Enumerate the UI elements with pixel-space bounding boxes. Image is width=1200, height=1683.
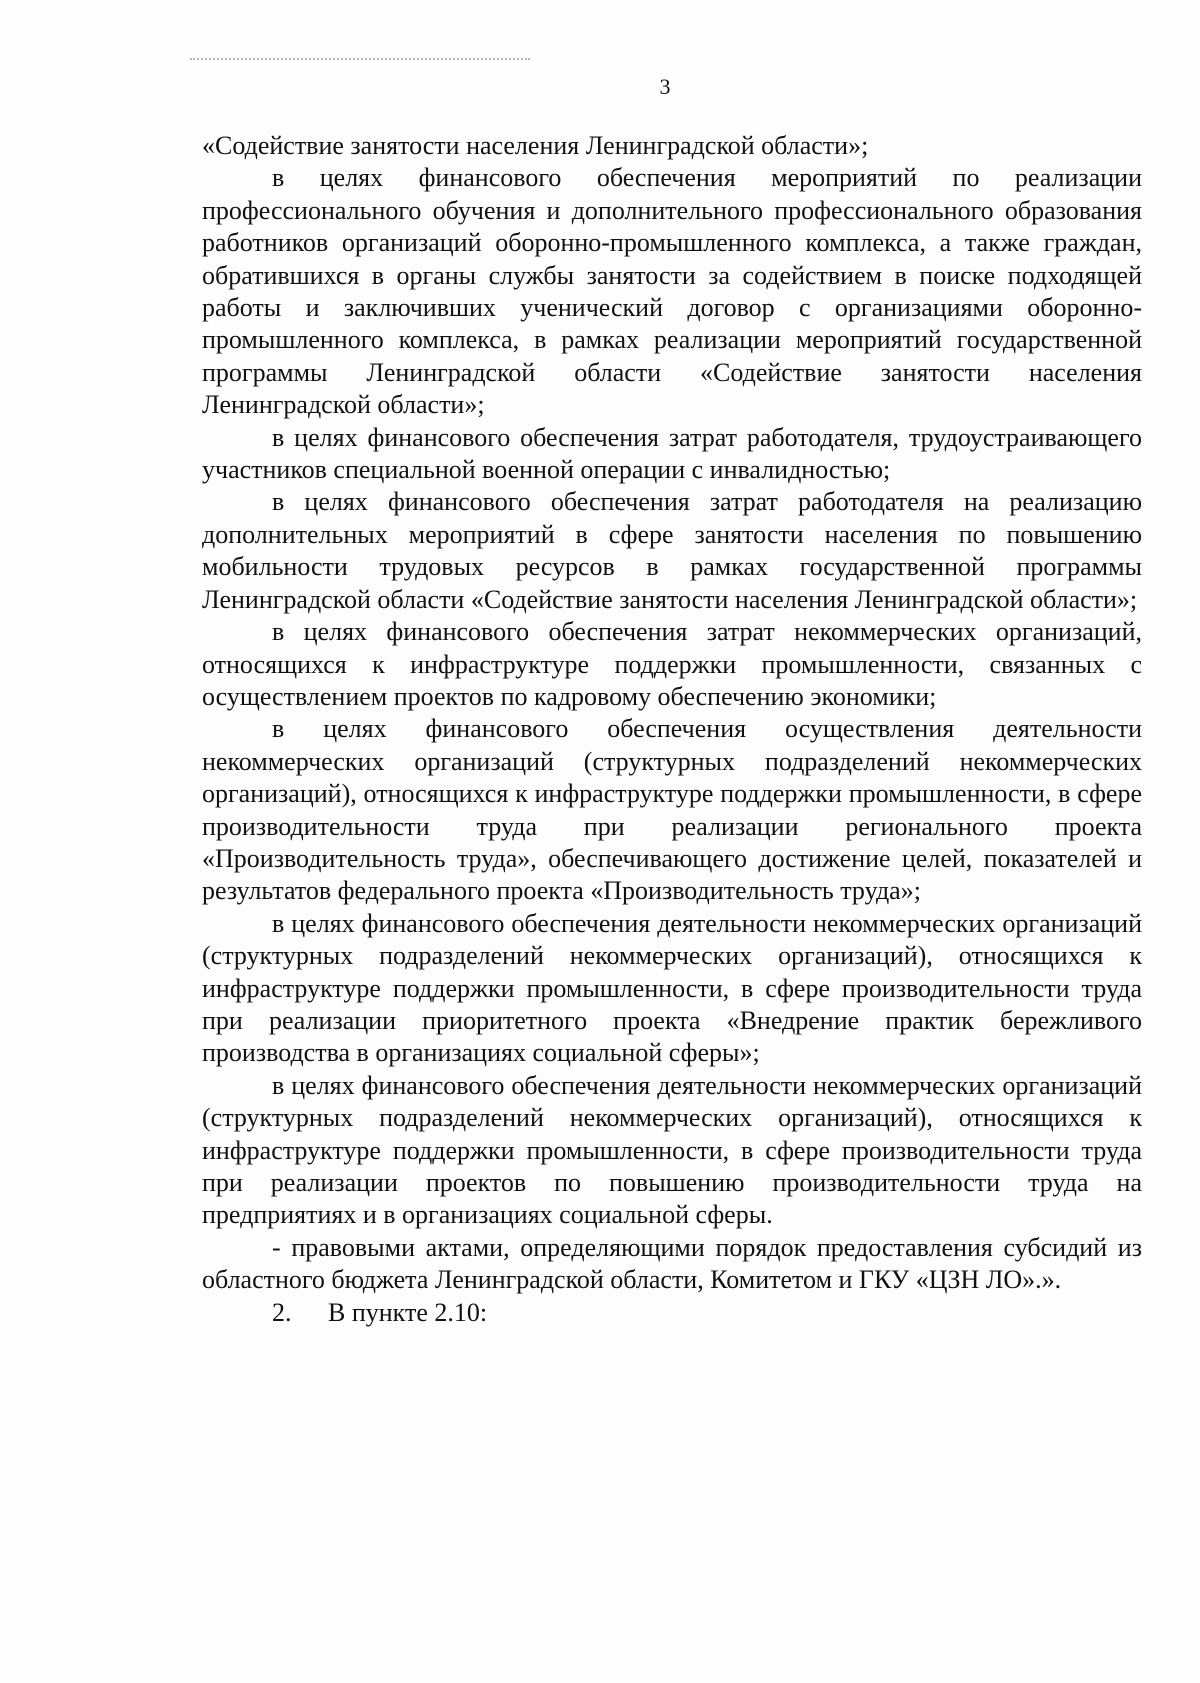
document-body	[202, 130, 1142, 1329]
numbered-item	[202, 1297, 1142, 1329]
paragraph-professional-training: в целях финансового обеспечения мероприятий по реализации профессионального обучения и дополнительного профессионального образования работников организаций оборонно-промышленного комплекса, а также граждан, обратившихся в органы службы занятости за содействием в поиске подходящей работы и заключивших ученический договор с организациями оборонно-промышленного комплекса, в рамках реализации мероприятий государственной программы Ленинградской области «Содействие занятости населения Ленинградской области»;	[202, 163, 1142, 420]
paragraph-legal-acts: - правовыми актами, определяющими порядок предоставления субсидий из областного бюджета Ленинградской области, Комитетом и ГКУ «ЦЗН ЛО».».	[202, 1232, 1142, 1295]
paragraph-continuation: «Содействие занятости населения Ленинградской области»;	[202, 131, 869, 160]
paragraph-svo-participants: в целях финансового обеспечения затрат работодателя, трудоустраивающего участников специальной военной операции с инвалидностью;	[202, 422, 1142, 485]
item-text: В пункте 2.10:	[328, 1297, 488, 1327]
paragraph-lean-production: в целях финансового обеспечения деятельности некоммерческих организаций (структурных подразделений некоммерческих организаций), относящихся к инфраструктуре поддержки промышленности, в сфере производительности труда при реализации приоритетного проекта «Внедрение практик бережливого производства в организациях социальной сферы»;	[202, 908, 1142, 1068]
scan-artifact	[190, 58, 530, 63]
paragraph-regional-productivity: в целях финансового обеспечения осуществления деятельности некоммерческих организаций (структурных подразделений некоммерческих организаций), относящихся к инфраструктуре поддержки промышленности, в сфере производительности труда при реализации регионального проекта «Производительность труда», обеспечивающего достижение целей, показателей и результатов федерального проекта «Производительность труда»;	[202, 714, 1142, 906]
page-number: 3	[659, 74, 671, 99]
paragraph-productivity-projects: в целях финансового обеспечения деятельности некоммерческих организаций (структурных подразделений некоммерческих организаций), относящихся к инфраструктуре поддержки промышленности, в сфере производительности труда при реализации проектов по повышению производительности труда на предприятиях и в организациях социальной сферы.	[202, 1070, 1142, 1230]
item-number: 2.	[272, 1297, 292, 1327]
paragraph-labor-mobility: в целях финансового обеспечения затрат работодателя на реализацию дополнительных мероприятий в сфере занятости населения по повышению мобильности трудовых ресурсов в рамках государственной программы Ленинградской области «Содействие занятости населения Ленинградской области»;	[202, 487, 1142, 614]
paragraph-staffing-projects: в целях финансового обеспечения затрат некоммерческих организаций, относящихся к инфраструктуре поддержки промышленности, связанных с осуществлением проектов по кадровому обеспечению экономики;	[202, 617, 1142, 711]
